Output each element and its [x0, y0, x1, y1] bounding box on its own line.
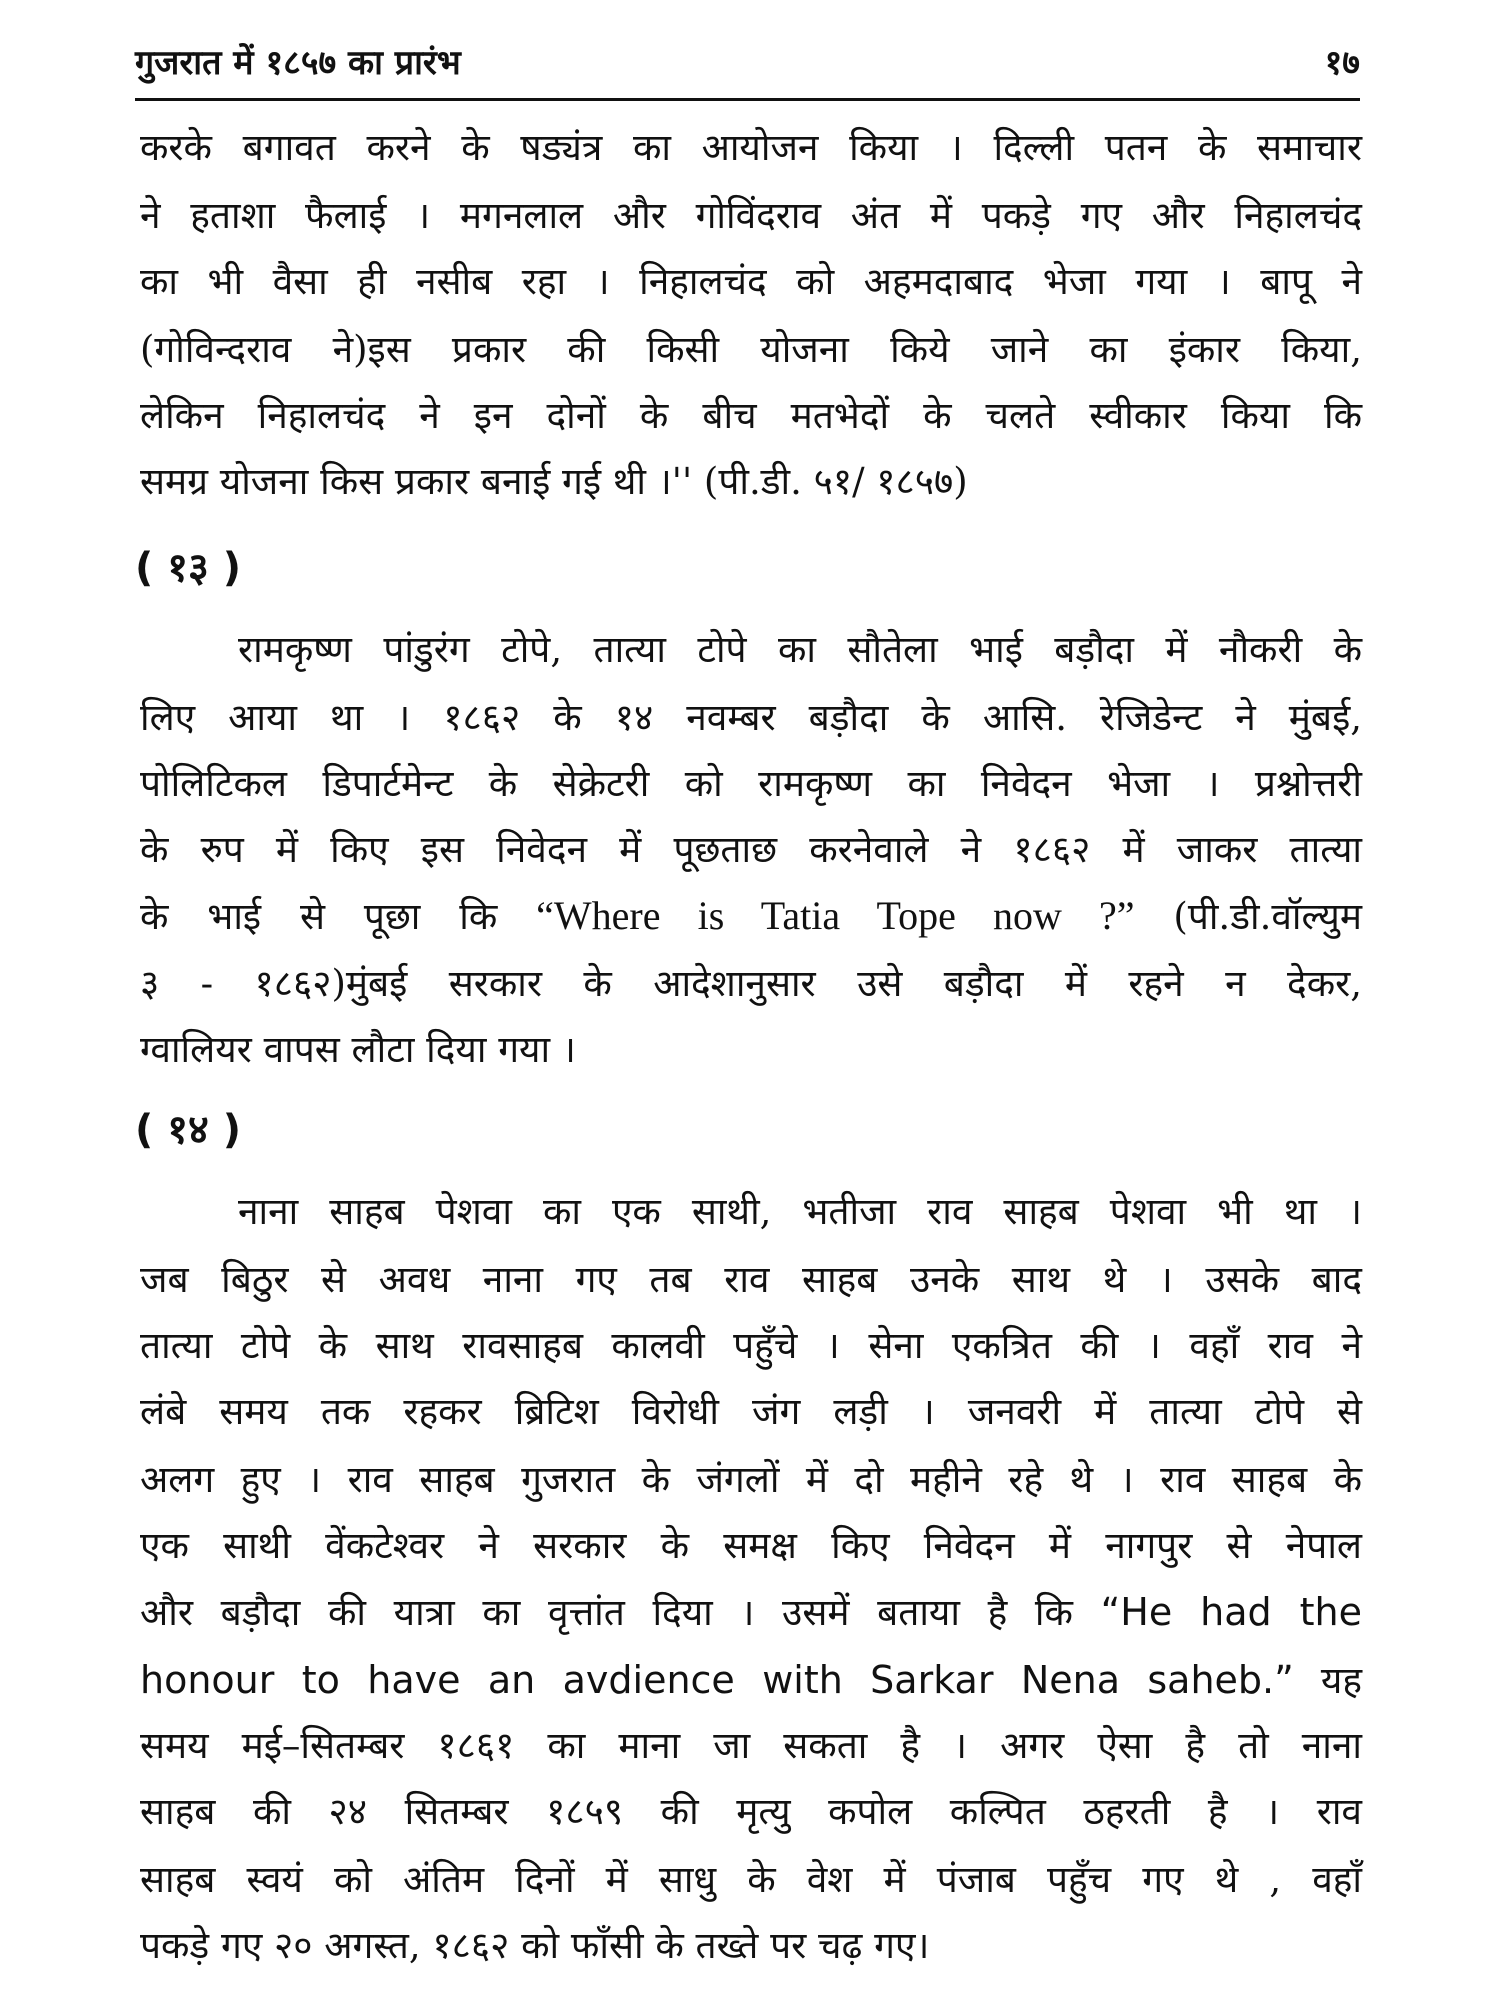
s14-line8-end: यह: [1293, 1659, 1362, 1702]
s13-line7: ग्वालियर वापस लौटा दिया गया ।: [140, 1028, 576, 1071]
running-header: [135, 38, 1360, 101]
para1-line3: का भी वैसा ही नसीब रहा । निहालचंद को अहमदाबाद भेजा गया । बापू ने: [140, 260, 1362, 303]
para1-line2: ने हताशा फैलाई । मगनलाल और गोविंदराव अंत में पकड़े गए और निहालचंद: [140, 194, 1362, 237]
s14-line8: [140, 1656, 1362, 1705]
s14-line2: जब बिठुर से अवध नाना गए तब राव साहब उनके साथ थे । उसके बाद: [140, 1258, 1362, 1301]
para1-line4: (गोविन्दराव ने)इस प्रकार की किसी योजना किये जाने का इंकार किया,: [140, 328, 1362, 371]
section-13-heading: ( १३ ): [135, 545, 242, 591]
section-14-heading: ( १४ ): [135, 1107, 242, 1153]
s14-english-quote-start: “He had the: [1100, 1590, 1362, 1634]
page-number: १७: [1324, 43, 1360, 83]
para1-line1: करके बगावत करने के षड्यंत्र का आयोजन किया । दिल्ली पतन के समाचार: [140, 126, 1362, 169]
para1-line6: समग्र योजना किस प्रकार बनाई गई थी ।'' (पी.डी. ५१/ १८५७): [140, 460, 968, 503]
s13-english-quote: “Where is Tatia Tope now ?”: [536, 893, 1135, 938]
s14-line7-start: और बड़ौदा की यात्रा का वृत्तांत दिया । उसमें बताया है कि: [140, 1591, 1101, 1634]
s14-line9: समय मई–सितम्बर १८६१ का माना जा सकता है । अगर ऐसा है तो नाना: [140, 1724, 1362, 1767]
s13-line5: [140, 892, 1362, 941]
s14-line6: एक साथी वेंकटेश्वर ने सरकार के समक्ष किए निवेदन में नागपुर से नेपाल: [140, 1524, 1362, 1567]
s14-line4: लंबे समय तक रहकर ब्रिटिश विरोधी जंग लड़ी । जनवरी में तात्या टोपे से: [140, 1390, 1362, 1433]
s14-line7: [140, 1588, 1362, 1637]
s13-line4: के रुप में किए इस निवेदन में पूछताछ करनेवाले ने १८६२ में जाकर तात्या: [140, 828, 1362, 871]
s13-line6: ३ - १८६२)मुंबई सरकार के आदेशानुसार उसे बड़ौदा में रहने न देकर,: [140, 962, 1362, 1005]
s13-line3: पोलिटिकल डिपार्टमेन्ट के सेक्रेटरी को रामकृष्ण का निवेदन भेजा । प्रश्नोत्तरी: [140, 762, 1362, 805]
s13-line2: लिए आया था । १८६२ के १४ नवम्बर बड़ौदा के आसि. रेजिडेन्ट ने मुंबई,: [140, 696, 1362, 739]
s14-line11: साहब स्वयं को अंतिम दिनों में साधु के वेश में पंजाब पहुँच गए थे , वहाँ: [140, 1858, 1362, 1901]
s14-line10: साहब की २४ सितम्बर १८५९ की मृत्यु कपोल कल्पित ठहरती है । राव: [140, 1790, 1362, 1833]
s14-english-quote-end: honour to have an avdience with Sarkar Nena saheb.”: [140, 1658, 1294, 1702]
s14-line3: तात्या टोपे के साथ रावसाहब कालवी पहुँचे । सेना एकत्रित की । वहाँ राव ने: [140, 1324, 1362, 1367]
s13-line1: रामकृष्ण पांडुरंग टोपे, तात्या टोपे का सौतेला भाई बड़ौदा में नौकरी के: [238, 628, 1362, 671]
s14-line1: नाना साहब पेशवा का एक साथी, भतीजा राव साहब पेशवा भी था ।: [238, 1190, 1362, 1233]
s13-line5-start: के भाई से पूछा कि: [140, 895, 537, 938]
para1-line5: लेकिन निहालचंद ने इन दोनों के बीच मतभेदों के चलते स्वीकार किया कि: [140, 394, 1362, 437]
s14-line12: पकड़े गए २० अगस्त, १८६२ को फाँसी के तख्ते पर चढ़ गए।: [140, 1924, 930, 1967]
s13-line5-end: (पी.डी.वॉल्युम: [1134, 895, 1362, 938]
s14-line5: अलग हुए । राव साहब गुजरात के जंगलों में दो महीने रहे थे । राव साहब के: [140, 1458, 1362, 1501]
running-title: गुजरात में १८५७ का प्रारंभ: [135, 43, 461, 83]
